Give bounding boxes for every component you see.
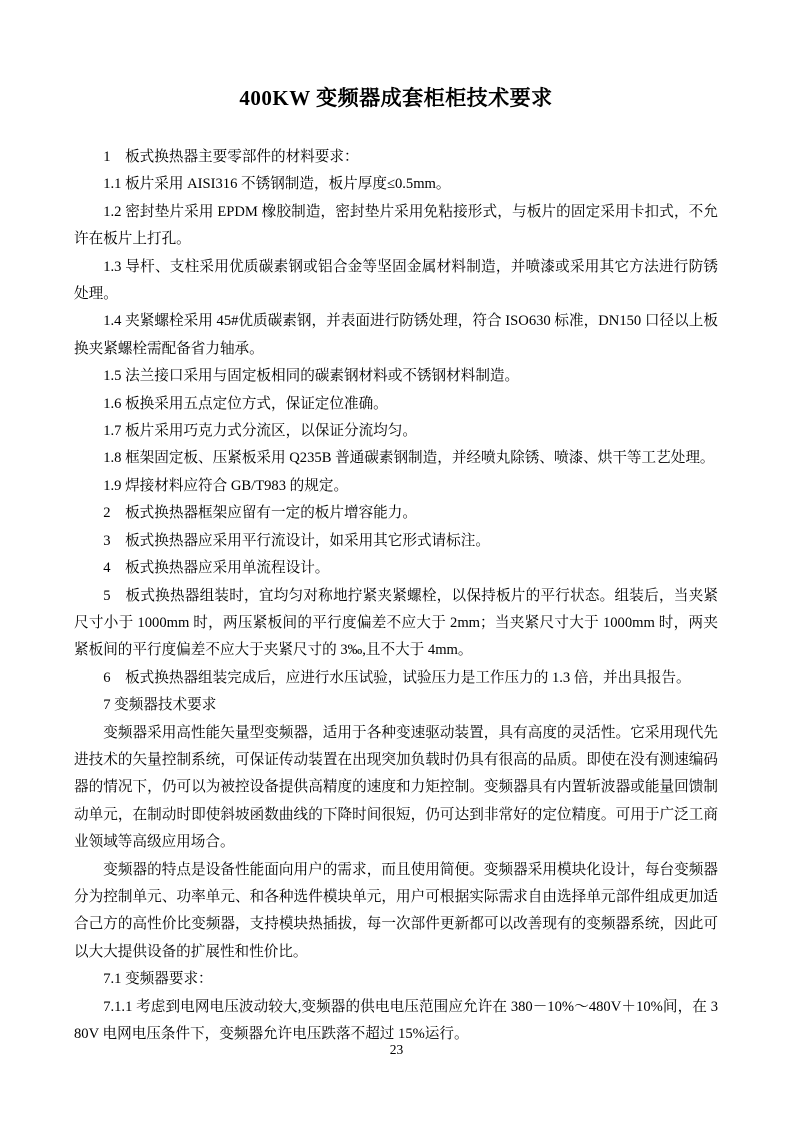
para-item-6: 6 板式换热器组装完成后，应进行水压试验，试验压力是工作压力的 1.3 倍，并出具报告。 (103, 669, 691, 686)
para-item-3: 3 板式换热器应采用平行流设计，如采用其它形式请标注。 (103, 532, 490, 549)
para-item-4: 4 板式换热器应采用单流程设计。 (103, 560, 330, 577)
document-title: 400KW 变频器成套柜柜技术要求 (239, 86, 553, 110)
para-item-1-9: 1.9 焊接材料应符合 GB/T983 的规定。 (103, 477, 349, 494)
page-number: 23 (389, 1042, 404, 1057)
para-item-1-3: 1.3 导杆、支柱采用优质碳素钢或铝合金等坚固金属材料制造，并喷漆或采用其它方法进行防锈处理。 (74, 258, 718, 303)
para-7-intro-2: 变频器的特点是设备性能面向用户的需求，而且使用简便。变频器采用模块化设计，每台变频器分为控制单元、功率单元、和各种选件模块单元，用户可根据实际需求自由选择单元部件组成更加适合己方的高性价比变频器，支持模块热插拔，每一次部件更新都可以改善现有的变频器系统，因此可以大大提供设备的扩展性和性价比。 (74, 861, 718, 960)
para-7-intro-1: 变频器采用高性能矢量型变频器，适用于各种变速驱动装置，具有高度的灵活性。它采用现代先进技术的矢量控制系统，可保证传动装置在出现突加负载时仍具有很高的品质。即使在没有测速编码器的情况下，仍可以为被控设备提供高精度的速度和力矩控制。变频器具有内置斩波器或能量回馈制动单元，在制动时即使斜坡函数曲线的下降时间很短，仍可达到非常好的定位精度。可用于广泛工商业领域等高级应用场合。 (74, 724, 718, 851)
para-item-1-8: 1.8 框架固定板、压紧板采用 Q235B 普通碳素钢制造，并经喷丸除锈、喷漆、烘干等工艺处理。 (103, 450, 715, 467)
para-item-1-7: 1.7 板片采用巧克力式分流区，以保证分流均匀。 (103, 423, 417, 440)
para-item-1: 1 板式换热器主要零部件的材料要求： (103, 149, 359, 165)
para-item-1-6: 1.6 板换采用五点定位方式，保证定位准确。 (103, 395, 388, 412)
para-item-1-4: 1.4 夹紧螺栓采用 45#优质碳素钢，并表面进行防锈处理，符合 ISO630 标准，DN150 口径以上板换夹紧螺栓需配备省力轴承。 (74, 313, 718, 357)
para-item-1-2: 1.2 密封垫片采用 EPDM 橡胶制造，密封垫片采用免粘接形式，与板片的固定采用卡扣式，不允许在板片上打孔。 (74, 203, 718, 248)
document-body (74, 144, 718, 1048)
para-item-1-5: 1.5 法兰接口采用与固定板相同的碳素钢材料或不锈钢材料制造。 (103, 368, 520, 385)
para-item-1-1: 1.1 板片采用 AISI316 不锈钢制造，板片厚度≤0.5mm。 (103, 176, 451, 193)
para-item-2: 2 板式换热器框架应留有一定的板片增容能力。 (103, 505, 417, 522)
para-item-5: 5 板式换热器组装时，宜均匀对称地拧紧夹紧螺栓，以保持板片的平行状态。组装后，当夹紧尺寸小于 1000mm 时，两压紧板间的平行度偏差不应大于 2mm；当夹紧尺寸大于 1000mm 时，两夹紧板间的平行度偏差不应大于夹紧尺寸的 3‰,且不大于 4mm。 (74, 587, 718, 659)
para-item-7-1-1: 7.1.1 考虑到电网电压波动较大,变频器的供电电压范围应允许在 380－10%～480V＋10%间，在 380V 电网电压条件下，变频器允许电压跌落不超过 15%运行。 (74, 998, 718, 1042)
para-section-7-heading: 7 变频器技术要求 (103, 697, 217, 714)
para-item-7-1: 7.1 变频器要求： (103, 971, 213, 988)
